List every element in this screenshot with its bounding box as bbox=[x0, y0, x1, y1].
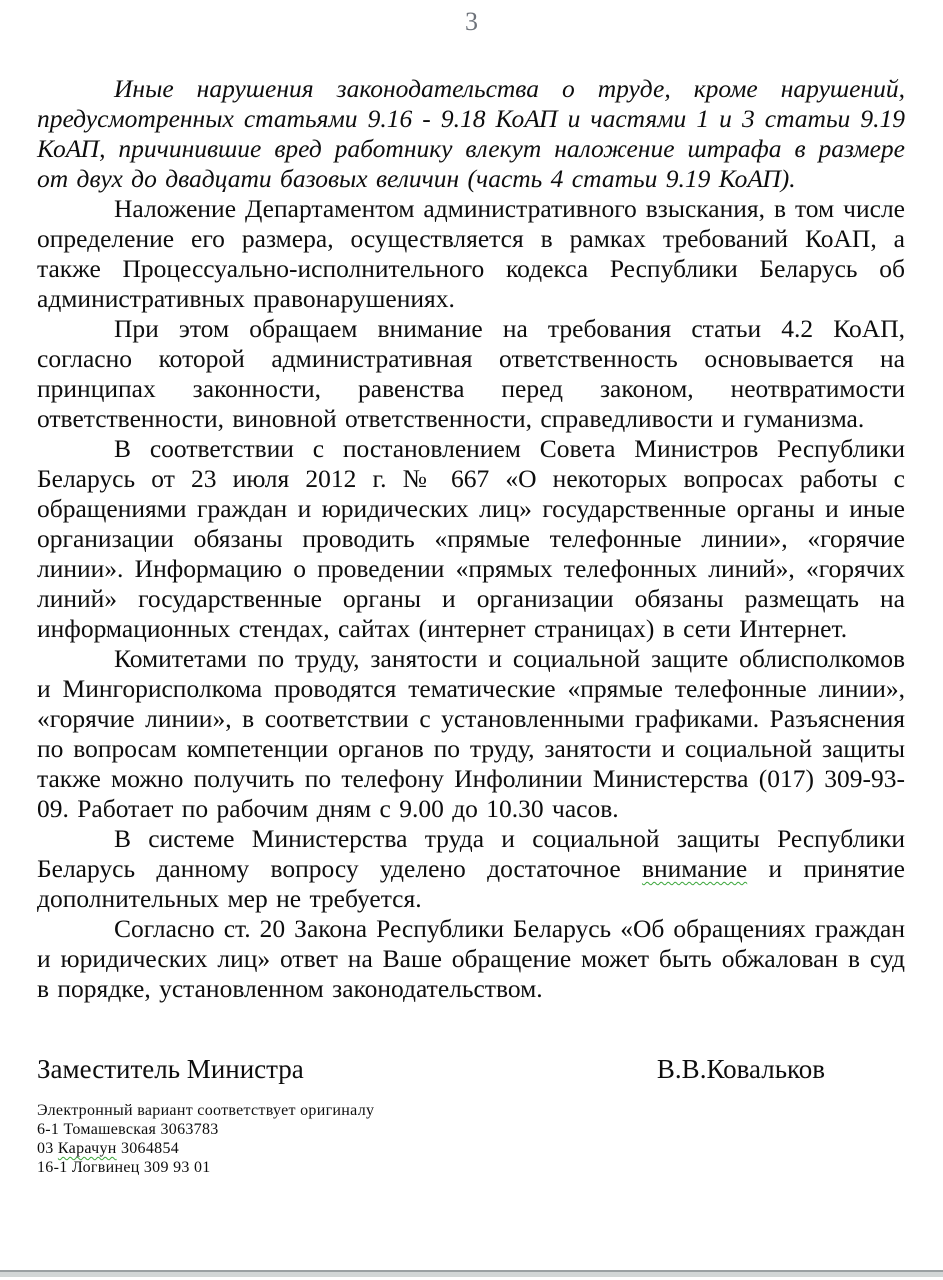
text-run: Наложение Департаментом административного взыскания, в том числе определение его размера, осуществляется в рамках требований КоАП, а также Процессуально-исполнительного кодекса Республики Беларусь об административных правонарушениях. bbox=[37, 194, 905, 313]
text-run: При этом обращаем внимание на требования статьи 4.2 КоАП, согласно которой административная ответственность основывается на принципах законности, равенства перед законом, неотвратимости ответственности, виновной ответственности, справедливости и гуманизма. bbox=[37, 314, 905, 433]
text-run: 03 bbox=[37, 1140, 58, 1157]
paragraph bbox=[37, 824, 905, 914]
grammar-check-underline: внимание bbox=[641, 854, 748, 883]
footer-block bbox=[37, 1101, 905, 1177]
text-run: Иные нарушения законодательства о труде, кроме нарушений, предусмотренных статьями 9.16 - 9.18 КоАП и частями 1 и 3 статьи 9.19 КоАП, причинившие вред работнику влекут наложение штрафа в размере от двух до двадцати базовых величин (часть 4 статьи 9.19 КоАП). bbox=[37, 74, 905, 193]
text-run: 3064854 bbox=[116, 1140, 180, 1157]
text-run: 16-1 Логвинец 309 93 01 bbox=[37, 1159, 211, 1176]
text-run: 6-1 Томашевская 3063783 bbox=[37, 1121, 219, 1138]
text-run: Комитетами по труду, занятости и социальной защите облисполкомов и Мингорисполкома проводятся тематические «прямые телефонные линии», «горячие линии», в соответствии с установленными графиками. Разъяснения по вопросам компетенции органов по труду, занятости и социальной защиты также можно получить по телефону Инфолинии Министерства (017) 309-93-09. Работает по рабочим дням с 9.00 до 10.30 часов. bbox=[37, 644, 905, 823]
signature-name: В.В.Ковальков bbox=[656, 1054, 825, 1084]
signature-block bbox=[37, 1053, 905, 1085]
text-run: В соответствии с постановлением Совета Министров Республики Беларусь от 23 июля 2012 г. № 667 «О некоторых вопросах работы с обращениями граждан и юридических лиц» государственные органы и иные организации обязаны проводить «прямые телефонные линии», «горячие линии». Информацию о проведении «прямых телефонных линий», «горячих линий» государственные органы и организации обязаны размещать на информационных стендах, сайтах (интернет страницах) в сети Интернет. bbox=[37, 434, 905, 643]
paragraph bbox=[37, 74, 905, 194]
page-number: 3 bbox=[465, 7, 478, 36]
text-run: Электронный вариант соответствует оригиналу bbox=[37, 1102, 375, 1119]
footer-line bbox=[37, 1101, 905, 1120]
signature-position: Заместитель Министра bbox=[37, 1054, 304, 1084]
paragraph bbox=[37, 434, 905, 644]
footer-line bbox=[37, 1120, 905, 1139]
page-bottom-edge bbox=[0, 1270, 943, 1277]
paragraph bbox=[37, 194, 905, 314]
text-run: и принятие дополнительных мер не требуется. bbox=[37, 854, 905, 913]
grammar-check-underline: Карачун bbox=[57, 1140, 117, 1157]
text-run: В системе Министерства труда и социальной защиты Республики Беларусь данному вопросу уделено достаточное bbox=[37, 824, 905, 883]
paragraph bbox=[37, 644, 905, 824]
text-run: Согласно ст. 20 Закона Республики Беларусь «Об обращениях граждан и юридических лиц» ответ на Ваше обращение может быть обжалован в суд в порядке, установленном законодательством. bbox=[37, 914, 905, 1003]
paragraph bbox=[37, 914, 905, 1004]
footer-line bbox=[37, 1139, 905, 1158]
paragraph bbox=[37, 314, 905, 434]
document-body bbox=[37, 74, 905, 1004]
footer-line bbox=[37, 1158, 905, 1177]
